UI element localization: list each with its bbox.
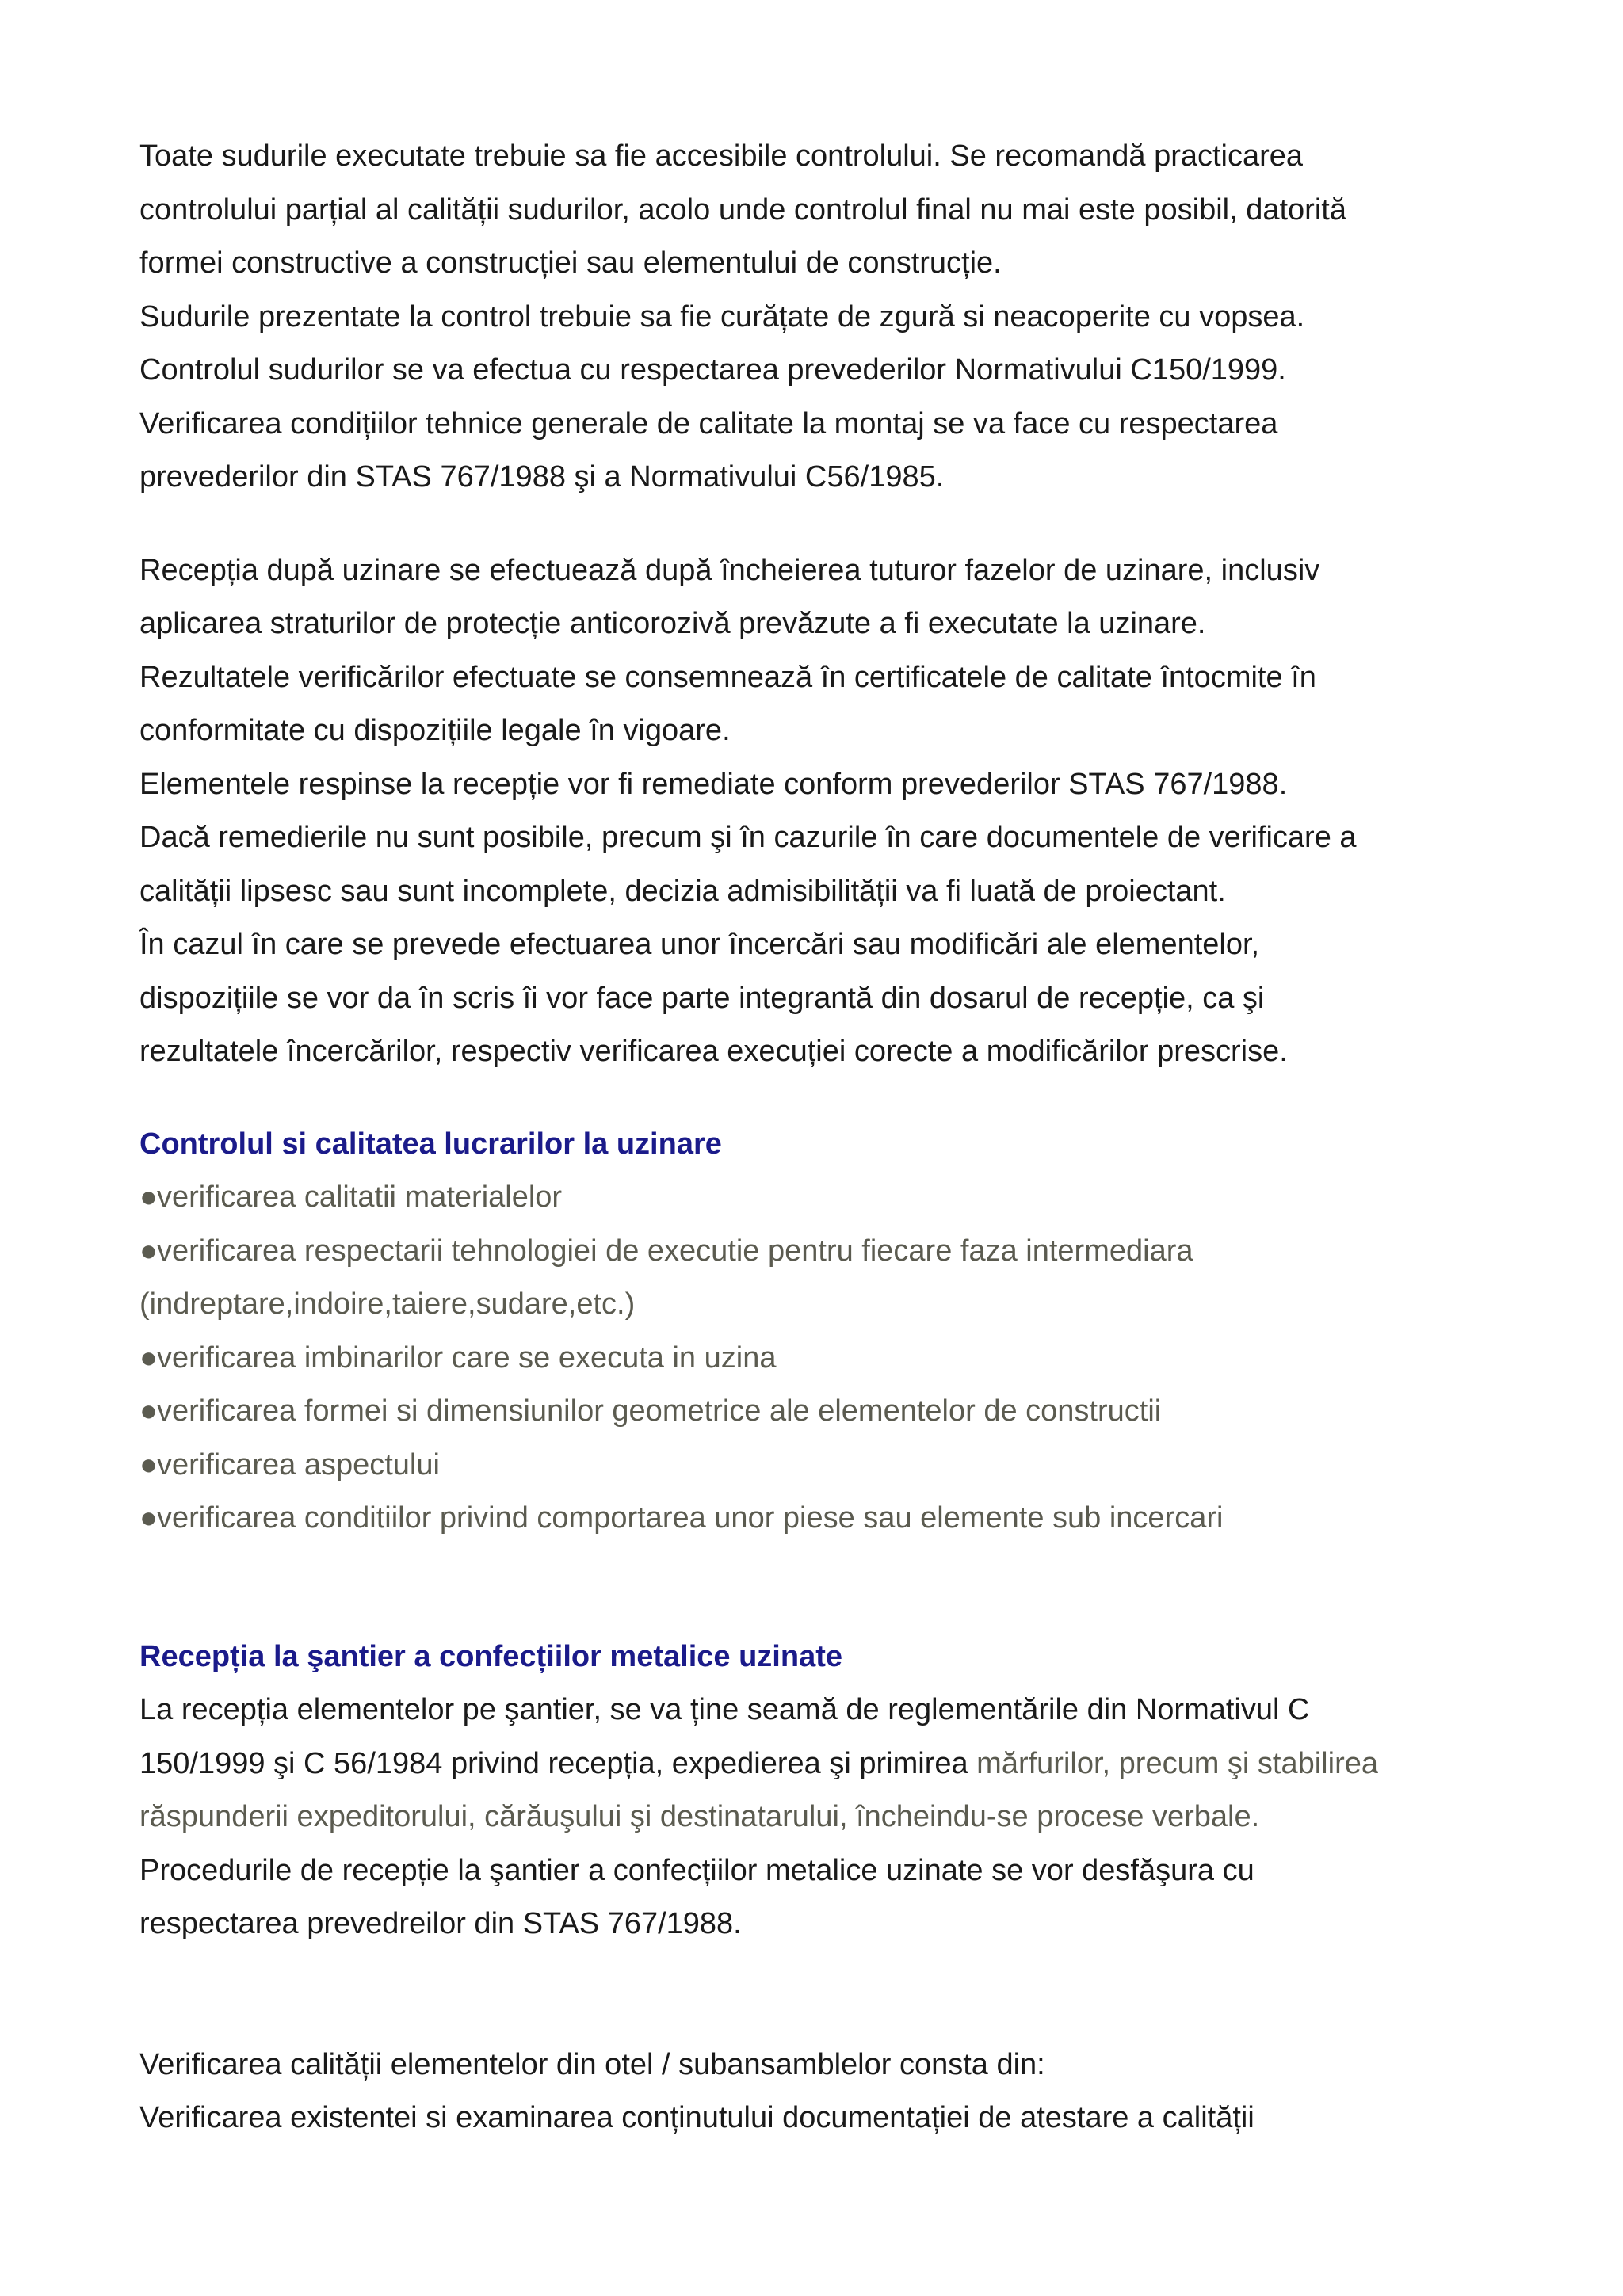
text-line: Controlul sudurilor se va efectua cu respectarea prevederilor Normativului C150/1999. <box>139 353 1286 387</box>
text-line: Elementele respinse la recepție vor fi remediate conform prevederilor STAS 767/1988. <box>139 767 1288 801</box>
paragraph-welding-control <box>139 130 1503 505</box>
bullet-icon: ● <box>139 1394 158 1428</box>
bullet-icon: ● <box>139 1234 158 1268</box>
text-line: calității lipsesc sau sunt incomplete, decizia admisibilității va fi luată de proiectant. <box>139 874 1226 908</box>
list-item-continuation: (indreptare,indoire,taiere,sudare,etc.) <box>139 1287 636 1321</box>
bullet-icon: ● <box>139 1447 158 1482</box>
text-line: formei constructive a construcției sau elementului de construcție. <box>139 246 1002 280</box>
paragraph-reception-after-manufacturing <box>139 544 1503 1079</box>
section-factory-quality-control <box>139 1118 1503 1546</box>
document-page <box>139 130 1503 2145</box>
bullet-icon: ● <box>139 1341 158 1375</box>
text-line: prevederilor din STAS 767/1988 şi a Normativului C56/1985. <box>139 460 945 494</box>
list-item: ●verificarea aspectului <box>139 1439 1503 1493</box>
text-line: La recepția elementelor pe şantier, se va ține seamă de reglementările din Normativul C <box>139 1693 1310 1726</box>
text-line: Verificarea calității elementelor din otel / subansamblelor consta din: <box>139 2047 1045 2081</box>
text-line: Recepția după uzinare se efectuează după încheierea tuturor fazelor de uzinare, inclusiv <box>139 553 1320 587</box>
section-site-reception <box>139 1630 1503 1951</box>
text-line: Sudurile prezentate la control trebuie sa fie curățate de zgură si neacoperite cu vopsea. <box>139 299 1305 334</box>
text-line: Verificarea existentei si examinarea conținutului documentației de atestare a calității <box>139 2101 1254 2134</box>
text-line: Toate sudurile executate trebuie sa fie accesibile controlului. Se recomandă practicarea <box>139 139 1304 173</box>
list-item: ●verificarea imbinarilor care se executa in uzina <box>139 1332 1503 1386</box>
text-line: respectarea prevedreilor din STAS 767/1988. <box>139 1907 742 1940</box>
list-item: ●verificarea calitatii materialelor <box>139 1171 1503 1225</box>
text-line: Rezultatele verificărilor efectuate se consemnează în certificatele de calitate întocmite în <box>139 660 1316 694</box>
text-line: Dacă remedierile nu sunt posibile, precum şi în cazurile în care documentele de verificare a <box>139 821 1357 854</box>
text-line: În cazul în care se prevede efectuarea unor încercări sau modificări ale elementelor, <box>139 928 1260 961</box>
text-line: răspunderii expeditorului, cărăuşului şi destinatarului, încheindu-se procese verbale. <box>139 1800 1260 1833</box>
text-line: 150/1999 şi C 56/1984 privind recepția, expedierea şi primirea mărfurilor, precum şi stabilirea <box>139 1746 1378 1780</box>
text-line: controlului parțial al calității sudurilor, acolo unde controlul final nu mai este posibil, datorită <box>139 193 1346 227</box>
paragraph-element-quality-check <box>139 2039 1503 2145</box>
text-line: aplicarea straturilor de protecție anticorozivă prevăzute a fi executate la uzinare. <box>139 607 1206 640</box>
list-item: ●verificarea formei si dimensiunilor geometrice ale elementelor de constructii <box>139 1385 1503 1439</box>
bullet-icon: ● <box>139 1180 158 1214</box>
text-line: Verificarea condițiilor tehnice generale de calitate la montaj se va face cu respectarea <box>139 406 1278 441</box>
list-item: ●verificarea respectarii tehnologiei de executie pentru fiecare faza intermediara <box>139 1225 1503 1279</box>
text-line: dispozițiile se vor da în scris îi vor face parte integrantă din dosarul de recepție, ca şi <box>139 981 1265 1015</box>
text-line: conformitate cu dispozițiile legale în vigoare. <box>139 714 731 747</box>
text-line: Procedurile de recepție la şantier a confecțiilor metalice uzinate se vor desfăşura cu <box>139 1853 1254 1887</box>
list-item: ●verificarea conditiilor privind comportarea unor piese sau elemente sub incercari <box>139 1492 1503 1546</box>
bullet-icon: ● <box>139 1501 158 1535</box>
text-line: rezultatele încercărilor, respectiv verificarea execuției corecte a modificărilor prescrise. <box>139 1035 1288 1068</box>
section-heading: Controlul si calitatea lucrarilor la uzinare <box>139 1127 722 1161</box>
section-heading: Recepția la şantier a confecțiilor metalice uzinate <box>139 1639 842 1673</box>
